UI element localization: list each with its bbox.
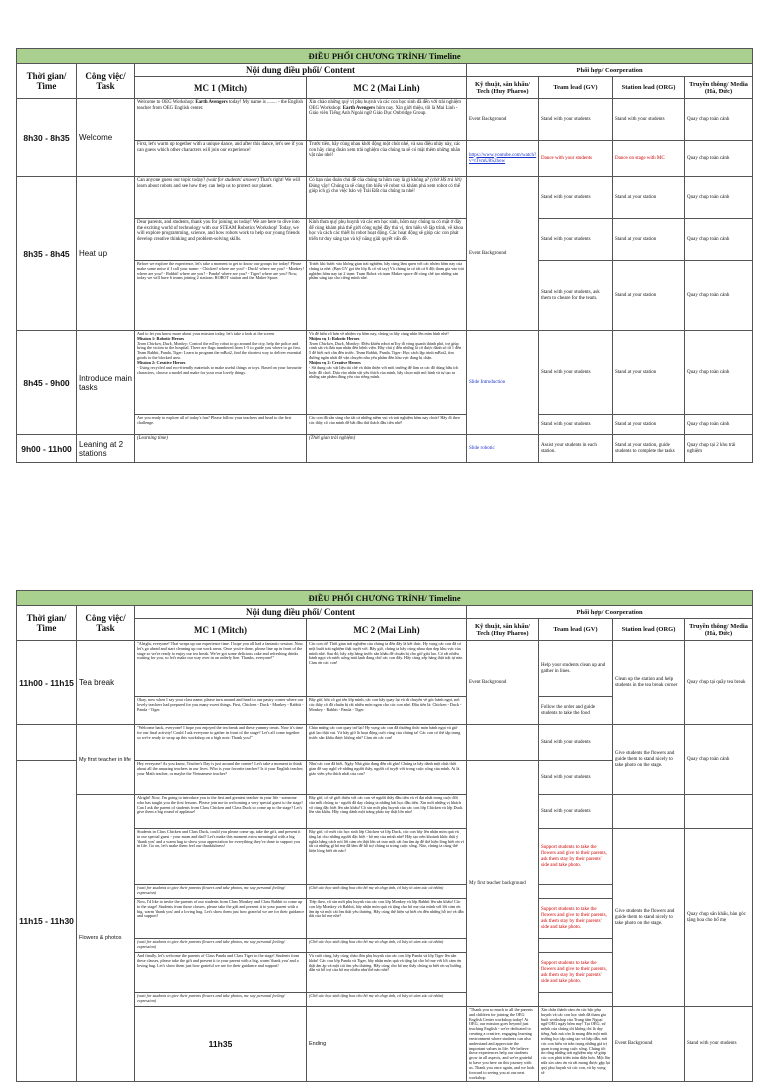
lead-cell: Follow the order and guide students to take the food bbox=[539, 697, 613, 725]
mc2-script: Xin chào những quý vị phụ huynh và các con học sinh đã đến với trải nghiệm OEG Workshop: Earth Avengers hôm nay. Xin giới thiệu, tôi là Mai Linh - Giáo viên Tiếng Anh Ngoài ngữ Giáo Dục Onbridge Group. bbox=[307, 99, 467, 141]
mc1-script: Can anyone guess our topic today? (wait for students' answer) That's right! We will learn about robots and see how they can help us to protect our planet. bbox=[135, 177, 307, 219]
mc1-script: Are you ready to explore all of today's fun? Please follow your teachers and head to the first challenge. bbox=[135, 415, 307, 435]
station-cell: Stand at your station bbox=[613, 331, 685, 415]
table-row bbox=[17, 795, 753, 829]
tech-cell: My first teacher background bbox=[467, 761, 539, 1007]
task-cell: Tea break bbox=[77, 641, 135, 725]
mc1-script: "Welcome back, everyone! I hope you enjoyed the tea break and these yummy treats. Now it's time for our final activity! Could I ask everyone to gather in front of the stage? Let's all come together so we're ready to wrap up this workshop on a high note. Thank you!" bbox=[135, 725, 307, 761]
mc2-script: Các con ơi! Thời gian trải nghiệm của chúng ta đến đây là kết thúc. Hy vọng các con đã có một buổi trải nghiệm thật tuyệt vời. Bây giờ, chúng ta hãy cùng nhau dọn dẹp khu vực của mình nhé. Sau đó, hãy xếp hàng trước sân khấu để chuẩn bị cho giờ giải lao. Có rất nhiều bánh ngọt và nước uống mát lạnh đang chờ các con đấy. Hãy cùng xếp hàng thật trật tự nào. Cảm ơn các con! bbox=[307, 641, 467, 697]
station-cell: Give students the flowers and guide them to stand nicely to take photo on the stage. bbox=[613, 725, 685, 795]
lead-cell bbox=[539, 993, 613, 1007]
header-mc2: MC 2 (Mai Linh) bbox=[307, 619, 467, 641]
time-cell: 8h35 - 8h45 bbox=[17, 177, 77, 331]
time-cell: 11h15 - 11h30 bbox=[17, 761, 77, 1082]
lead-cell bbox=[539, 885, 613, 899]
task-cell: Ending bbox=[307, 1007, 467, 1082]
timeline-sheet-2 bbox=[16, 590, 752, 1082]
mc2-script: Chào mừng các con quay trở lại! Hy vọng các con đã thưởng thức món bánh ngọt và giờ giải lao thật vui. Và bây giờ là hoạt động cuối cùng của chúng ta! Các con có thể tập trung trước sân khấu được không nhỉ? Cảm ơn các con! bbox=[307, 725, 467, 761]
media-cell: Quay chụp sân khấu, bàn góc tặng hoa cho bố mẹ bbox=[685, 829, 753, 1007]
time-cell: 9h00 - 11h00 bbox=[17, 435, 77, 463]
mc1-script: Dear parents, and students, thank you for joining us today! We are here to dive into the exciting world of technology with our STEAM Robotics Workshop! Today, we will explore programming, science, and how robots work to help our young friends develop creative thinking and problem-solving skills. bbox=[135, 219, 307, 261]
mc1-note: (wait for students to give their parents flowers and take photos, mc say personal feeling/ expression) bbox=[135, 939, 307, 953]
tech-cell: Event Background bbox=[467, 177, 539, 331]
lead-cell: Stand with your students bbox=[539, 795, 613, 829]
timeline-table-1 bbox=[16, 48, 753, 463]
time-cell: 11h35 bbox=[135, 1007, 307, 1082]
station-cell: Stand at your station bbox=[613, 177, 685, 219]
station-cell: Clean up the station and help students in the tea break corner bbox=[613, 641, 685, 725]
lead-cell: Dance with your students bbox=[539, 141, 613, 177]
time-cell bbox=[17, 725, 77, 761]
mc1-script: And to let you know more about your mission today, let's take a look at the screen Mission 1: Robotic Heroes Team Chicken, Duck, Monkey: Control the mToy robot to go around the city, help the police and bring the victim to the hospital. There are flags numbered from 1-5 to guide you where to go first. Team Rabbit, Panda, Tiger: Learn to program the mBot2, find the shortest way to deliver essential goods to the blocked area. Mission 2: Creative Heroes - Using recycled and eco-friendly materials to make useful things or toys. Based on your favourite characters, choose a model and make for your own lovely things. bbox=[135, 331, 307, 415]
header-mc1: MC 1 (Mitch) bbox=[135, 619, 307, 641]
mc1-script: Before we explore the experience, let's take a moment to get to know our groups for today! Please make some noise if I call your name: - Chicken! where are you? - Duck! where are you? - Monkey! where are you? - Rabbit! where are you? - Panda! where are you? - Tiger! where are you? Now, today we will have 6 teams joining 2 stations: ROBOT station and the Maker Space. bbox=[135, 261, 307, 331]
lead-cell: Support students to take the flowers and give to their parents, ask them stay by their parents' side and take photo. bbox=[539, 829, 613, 885]
lead-cell: Stand with your students bbox=[539, 177, 613, 219]
station-cell: Stand at your station bbox=[613, 219, 685, 261]
station-cell bbox=[613, 795, 685, 829]
header-content: Nội dung điều phối/ Content bbox=[135, 64, 467, 77]
header-lead: Team lead (GV) bbox=[539, 77, 613, 99]
header-tech: Kỹ thuật, sân khấu/ Tech (Huy Pharos) bbox=[467, 619, 539, 641]
header-task: Công việc/ Task bbox=[77, 606, 135, 641]
dance-video-link[interactable]: https://www.youtube.com/watch?v=tTvmU8S2how bbox=[467, 141, 539, 177]
mc2-script: Như các con đã biết, Ngày Nhà giáo đang đến rất gần! Chúng ta hãy dành một chút thời gian để suy nghĩ về những người thầy, người cô tuyệt vời trong cuộc sống của mình. Ai là giáo viên yêu thích nhất của con? bbox=[307, 761, 467, 795]
lead-cell: Stand with your students, ask them to cheare for the team. bbox=[539, 261, 613, 331]
tech-cell bbox=[467, 725, 539, 761]
mc1-script: Welcome to OEG Workshop: Earth Avengers today! My name is ........ - the English teacher from OEG English center. bbox=[135, 99, 307, 141]
mc1-script: "Alright, everyone! That wraps up our experience time. I hope you all had a fantastic session. Now, let's go ahead and start cleaning up our work areas. Once you're done, please line up in front of the stage so we're ready to enjoy our tea break. We've got some delicious cake and refreshing drinks waiting for you, so let's make our way over in an orderly line. Thanks, everyone!" bbox=[135, 641, 307, 697]
mc1-script: Alright! Now, I'm going to introduce you to the first and greatest teacher in your life - someone who has taught you the first lessons. Please join me in welcoming a very special guest to the stage! Can I ask the parent of students from Class Chicken and Class Duck to come up to the stage? Let's give them a big round of applause! bbox=[135, 795, 307, 829]
mc2-script: Và để hiểu rõ hơn về nhiệm vụ hôm nay, chúng ta hãy cùng nhìn lên màn hình nhé! Nhiệm vụ 1: Robotic Heroes Team Chicken, Duck, Monkey: Điều khiển robot mToy đi vòng quanh thành phố, trợ giúp cảnh sát và đưa nạn nhân đến bệnh viện. Hãy chú ý đến những lá cờ được đánh số từ 1 đến 5 để biết nơi cần đến trước. Team Rabbit, Panda, Tiger: Học cách lập trình mBot2, tìm đường ngắn nhất để vận chuyển nhu yếu phẩm đến khu vực đang bị chặn. Nhiệm vụ 2: Creative Heroes - Sử dụng các vật liệu tái chế và thân thiện với môi trường để làm ra các đồ dùng hữu ích hoặc đồ chơi. Dựa vào nhân vật yêu thích của mình, hãy chọn một mô hình và tự tạo ra những sản phẩm đáng yêu của riêng mình. bbox=[307, 331, 467, 415]
header-coop: Phối hợp/ Coorperation bbox=[467, 64, 753, 77]
mc1-script: First, let's warm up together with a unique dance, and after this dance, let's see if you can guess which other characters will join our experience! bbox=[135, 141, 307, 177]
mc2-note: (Chờ các học sinh tặng hoa cho bố mẹ và chụp ảnh, cô bày tỏ cảm xúc cá nhân) bbox=[307, 993, 467, 1007]
lead-cell: Stand with your students bbox=[539, 415, 613, 435]
header-lead: Team lead (GV) bbox=[539, 619, 613, 641]
media-cell: Quay chụp toàn cảnh bbox=[685, 415, 753, 435]
header-row bbox=[17, 64, 753, 77]
task-cell: Introduce main tasks bbox=[77, 331, 135, 435]
mc2-script: Tiếp theo, cô xin mời phụ huynh của các con lớp Monkey và lớp Rabbit lên sân khấu! Các con lớp Monkey và Rabbit, hãy nhận món quà và tặng cho bố mẹ của mình với lời cảm ơn ấm áp và một cái ôm thật yêu thương. Hãy cùng thể hiện sự biết ơn đến những hỗ trợ và dẫn dắt của bố mẹ nhé! bbox=[307, 899, 467, 939]
tech-cell: Event Background bbox=[467, 99, 539, 141]
table-row bbox=[17, 725, 753, 761]
mc2-script: Trước tiên, hãy cùng nhau khởi động một chút nhé, và sau điệu nhảy này, các con hãy cùng đoán xem trải nghiệm của chúng ta sẽ có mặt thêm những nhân vật nào nhé! bbox=[307, 141, 467, 177]
title-row bbox=[17, 49, 753, 64]
table-row bbox=[17, 99, 753, 141]
media-cell: Quay chụp toàn cảnh bbox=[685, 177, 753, 219]
station-cell: Stand at your station, guide students to complete the tasks bbox=[613, 435, 685, 463]
tech-cell: Event Background bbox=[613, 1007, 685, 1082]
mc2-note: (Chờ các học sinh tặng hoa cho bố mẹ và chụp ảnh, cô bày tỏ cảm xúc cá nhân) bbox=[307, 885, 467, 899]
header-row bbox=[17, 606, 753, 619]
lead-cell: Support students to take the flowers and give to their parents, ask them stay by their parents' side and take photo. bbox=[539, 953, 613, 993]
lead-cell: Stand with your students bbox=[539, 725, 613, 761]
lead-cell: Stand with your students bbox=[539, 99, 613, 141]
task-cell: My first teacher in life bbox=[77, 725, 135, 795]
station-cell: Stand at your station bbox=[613, 415, 685, 435]
lead-cell: Stand with your students bbox=[539, 331, 613, 415]
title-row bbox=[17, 591, 753, 606]
header-mc1: MC 1 (Mitch) bbox=[135, 77, 307, 99]
header-station: Station lead (ORG) bbox=[613, 77, 685, 99]
mc2-note: (Chờ các học sinh tặng hoa cho bố mẹ và chụp ảnh, cô bày tỏ cảm xúc cá nhân) bbox=[307, 939, 467, 953]
lead-cell: Support students to take the flowers and give to their parents, ask them stay by their parents' side and take photo. bbox=[539, 899, 613, 939]
time-cell: 8h45 - 9h00 bbox=[17, 331, 77, 435]
mc1-script: Hey everyone! As you know, Teacher's Day is just around the corner! Let's take a moment to think about all the amazing teachers in our lives. Who is your favorite teacher? Is it your English teacher, your Math teacher, or maybe the Vietnamese teacher? bbox=[135, 761, 307, 795]
task-cell: Heat up bbox=[77, 177, 135, 331]
media-cell bbox=[685, 795, 753, 829]
mc1-script: "Thank you so much to all the parents and children for joining the OEG English Center workshop today! At OEG, our mission goes beyond just teaching English - we're dedicated to creating a creative, engaging learning environment where students can also understand and appreciate the important values in life. We believe these experiences help our students grow in all aspects, and we're grateful to have you here on this journey with us. Thank you once again, and we look forward to seeing you at our next workshop bbox=[467, 1007, 539, 1082]
sheet-title: ĐIỀU PHỐI CHƯƠNG TRÌNH/ Timeline bbox=[17, 49, 753, 64]
header-time: Thời gian/ Time bbox=[17, 606, 77, 641]
mc1-note: (wait for students to give their parents flowers and take photos, mc say personal feeling/ expression) bbox=[135, 885, 307, 899]
station-cell: Stand at your station bbox=[613, 261, 685, 331]
task-cell: Flowers & photos bbox=[77, 795, 135, 1082]
header-task: Công việc/ Task bbox=[77, 64, 135, 99]
header-media: Truyền thông/ Media (Hà, Đức) bbox=[685, 77, 753, 99]
station-cell: Give students the flowers and guide them to stand nicely to take photo on the stage. bbox=[613, 829, 685, 1007]
media-cell: Quay chụp toàn cảnh bbox=[685, 261, 753, 331]
task-cell: Leaning at 2 stations bbox=[77, 435, 135, 463]
station-cell: Dance on stage with MC bbox=[613, 141, 685, 177]
lead-cell: Stand with your students bbox=[539, 219, 613, 261]
header-tech: Kỹ thuật, sân khấu/ Tech (Huy Pharos) bbox=[467, 77, 539, 99]
mc2-script: Và cuối cùng, hãy cùng chào đón phụ huynh của các con lớp Panda và lớp Tiger lên sân khấu! Các con lớp Panda và Tiger, hãy nhận món quà và tặng lại cho bố mẹ với lời cảm ơn thật ấm áp và một cái ôm yêu thương. Hãy cùng cho bố mẹ thấy chúng ta biết ơn sự hướng dẫn và hỗ trợ của bố mẹ nhiều như thế nào nhé! bbox=[307, 953, 467, 993]
header-station: Station lead (ORG) bbox=[613, 619, 685, 641]
media-cell: Quay chụp tại 2 khu trải nghiệm bbox=[685, 435, 753, 463]
header-mc2: MC 2 (Mai Linh) bbox=[307, 77, 467, 99]
mc2-script: Trước khi bước vào không gian trải nghiệm, hãy cùng làm quen với các nhóm hôm nay của chúng ta nhé. (Bạn GV gọi tên lớp & cổ vũ tay) Và chúng ta có tất cả 6 đội tham gia vào trải nghiệm hôm nay tại 2 trạm: Trạm Robot và trạm Maker space để cùng chế tạo những sản phẩm sáng tạo cho riêng mình nhé. bbox=[307, 261, 467, 331]
media-cell: Quay chụp tại quầy tea break bbox=[685, 641, 753, 725]
timeline-table-2 bbox=[16, 590, 753, 1082]
mc1-script: And finally, let's welcome the parents of Class Panda and Class Tiger to the stage! Students from these classes, please take the gift and present it to your parent with a big, warm 'thank you' and a loving hug. Let's show them just how grateful we are for their guidance and support! bbox=[135, 953, 307, 993]
mc1-script: Students in Class Chicken and Class Duck, could you please come up, take the gift, and present it to our special guest - your mom and dad? Let's make this moment extra meaningful with a big 'thank you' and a warm hug to show your appreciation for everything they've done to support you in life. Go on, let's make them feel our thankfulness! bbox=[135, 829, 307, 885]
tech-cell: Slide Introduction bbox=[467, 331, 539, 435]
tech-cell: Event Background bbox=[467, 641, 539, 725]
mc2-script: Có bạn nào đoán chủ đề của chúng ta hôm nay là gì không ạ? (chờ HS trả lời) Đúng vậy! Chúng ta sẽ cùng tìm hiểu về robot và khám phá xem robot có thể giúp ích gì cho việc bảo vệ Trái Đất của chúng ta nhé! bbox=[307, 177, 467, 219]
media-cell: Quay chụp toàn cảnh bbox=[685, 725, 753, 795]
media-cell: Quay chụp toàn cảnh bbox=[685, 99, 753, 141]
station-cell: Stand with your students bbox=[613, 99, 685, 141]
time-cell: 11h00 - 11h15 bbox=[17, 641, 77, 725]
table-row bbox=[17, 331, 753, 415]
header-time: Thời gian/ Time bbox=[17, 64, 77, 99]
mc2-script: Xin chân thành cảm ơn các bậc phụ huynh và các con học sinh đã tham gia buổi workshop của Trung tâm Ngoại ngữ OEG ngày hôm nay! Tại OEG, sứ mệnh của chúng tôi không chỉ là dạy tiếng Anh mà còn là mang đến một môi trường học tập sáng tạo và hấp dẫn, nơi các con hiểu và trân trọng những giá trị quan trọng trong cuộc sống. Chúng tôi tin rằng những trải nghiệm này sẽ giúp các con phát triển toàn diện hơn. Một lần nữa xin cảm ơn và rất mong được gặp lại quý phụ huynh và các con, và hy vọng sẽ bbox=[539, 1007, 613, 1082]
lead-cell: Stand with your students bbox=[539, 761, 613, 795]
media-cell: Quay chụp toàn cảnh bbox=[685, 331, 753, 415]
mc1-script: (Learning time) bbox=[135, 435, 307, 463]
mc2-script: Bây giờ, cô mời các học sinh lớp Chicken và lớp Duck, các con hãy lên nhận món quà và tặng lại cho những người đặc biệt - bố mẹ của mình nhé! Hãy tạo nên khoảnh khắc thật ý nghĩa bằng cách nói lời cảm ơn thật lớn và trao một cái ôm ấm áp để thể hiện lòng biết ơn vì tất cả những gì bố mẹ đã làm để hỗ trợ chúng ta trong cuộc sống. Nào, chúng ta cùng thể hiện lòng biết ơn nào! bbox=[307, 829, 467, 885]
media-cell: Quay chụp toàn cảnh bbox=[685, 219, 753, 261]
mc1-script: Okay, now when I say your class name, please turn around and head to our pastry corner where our lovely teachers had prepared for you many sweet things. First, Chicken - Duck - Monkey - Rabbit - Panda - Tiger. bbox=[135, 697, 307, 725]
header-content: Nội dung điều phối/ Content bbox=[135, 606, 467, 619]
lead-cell: Assist your students in each station. bbox=[539, 435, 613, 463]
mc2-script: (Thời gian trải nghiệm) bbox=[307, 435, 467, 463]
table-row bbox=[17, 641, 753, 697]
media-cell: Quay chụp toàn cảnh bbox=[685, 141, 753, 177]
header-coop: Phối hợp/ Coorperation bbox=[467, 606, 753, 619]
time-cell: 8h30 - 8h35 bbox=[17, 99, 77, 177]
mc2-script: Kính thưa quý phụ huynh và các em học sinh, hôm nay chúng ta có mặt ở đây để cùng khám phá thế giới công nghệ đầy thú vị, tìm hiểu về lập trình, về khoa học và cách các thiết bị robot hoạt động. Các hoạt động sẽ giúp các con phát triển tư duy sáng tạo và kỹ năng giải quyết vấn đề. bbox=[307, 219, 467, 261]
lead-cell: Stand with your students bbox=[685, 1007, 753, 1082]
mc1-note: (wait for students to give their parents flowers and take photos, mc say personal feeling/ expression) bbox=[135, 993, 307, 1007]
header-media: Truyền thông/ Media (Hà, Đức) bbox=[685, 619, 753, 641]
table-row bbox=[17, 435, 753, 463]
task-cell: Welcome bbox=[77, 99, 135, 177]
mc2-script: Bây giờ, khi cô gọi tên lớp mình, các con hãy quay lại và di chuyển về góc bánh ngọt, nơi các thầy cô đã chuẩn bị rất nhiều món ngon cho các con nhé. Đầu tiên là: Chicken - Duck - Monkey - Rabbit - Panda - Tiger. bbox=[307, 697, 467, 725]
mc2-script: Bây giờ, cô sẽ giới thiệu với các con về người thầy đầu tiên và vĩ đại nhất trong cuộc đời của mỗi chúng ta - người đã dạy chúng ta những bài học đầu tiên. Xin mời những vị khách vô cùng đặc biệt lên sân khấu! Cô xin mời phụ huynh của các con lớp Chicken và lớp Duck lên sân khấu. Hãy cùng dành một tràng pháo tay thật lớn nào! bbox=[307, 795, 467, 829]
timeline-sheet-1 bbox=[16, 48, 752, 463]
tech-cell: Slide robotic bbox=[467, 435, 539, 463]
lead-cell bbox=[539, 939, 613, 953]
table-row bbox=[17, 177, 753, 219]
mc1-script: Now, I'd like to invite the parents of our students from Class Monkey and Class Rabbit to come up to the stage! Students from those classes, please take the gift and present it to your parent with a big, warm 'thank you' and a loving hug. Let's show them just how grateful we are for their guidance and support! bbox=[135, 899, 307, 939]
lead-cell: Help your students clean up and gather in lines. bbox=[539, 641, 613, 697]
mc2-script: Các con đã sẵn sàng cho tất cả những niềm vui và trải nghiệm hôm nay chưa? Hãy đi theo các thầy cô của mình để bắt đầu thử thách đầu tiên nhé! bbox=[307, 415, 467, 435]
sheet-title: ĐIỀU PHỐI CHƯƠNG TRÌNH/ Timeline bbox=[17, 591, 753, 606]
